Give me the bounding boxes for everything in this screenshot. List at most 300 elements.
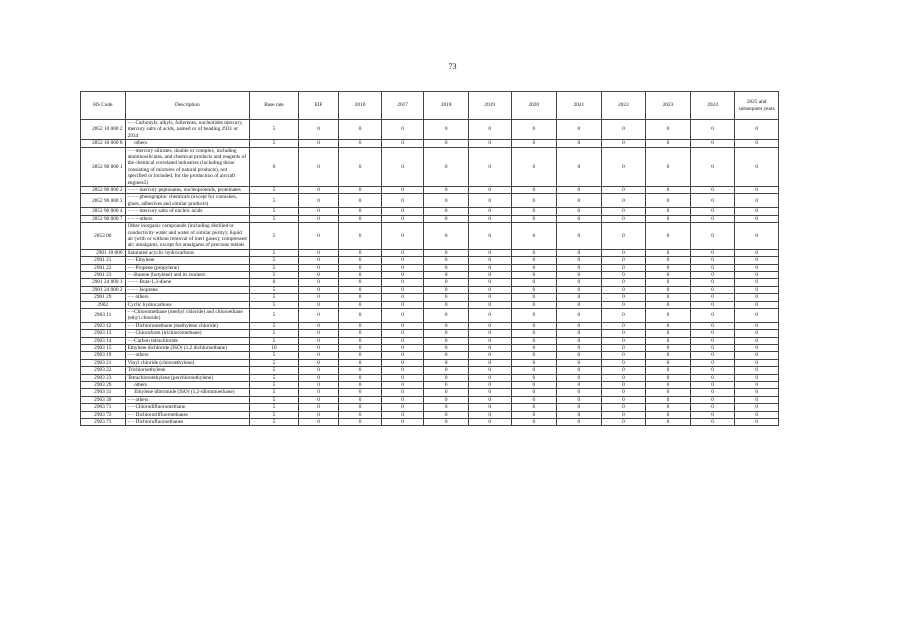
rate-cell: 0: [601, 249, 646, 256]
table-row: [81, 120, 779, 140]
rate-cell: 0: [646, 396, 691, 403]
rate-cell: 0: [690, 208, 735, 215]
table-row: [81, 389, 779, 396]
rate-cell: 0: [298, 279, 339, 286]
rate-cell: 0: [601, 271, 646, 278]
description-cell: – –Butene (butylene) and its isomers: [125, 271, 250, 278]
rate-cell: 0: [381, 367, 424, 374]
rate-cell: 0: [381, 411, 424, 418]
base-rate-cell: 5: [250, 337, 299, 344]
rate-cell: 0: [298, 147, 339, 186]
rate-cell: 0: [468, 187, 511, 194]
table-row: [81, 140, 779, 147]
rate-cell: 0: [735, 147, 779, 186]
rate-cell: 0: [646, 404, 691, 411]
rate-cell: 0: [298, 389, 339, 396]
rate-cell: 0: [690, 411, 735, 418]
rate-cell: 0: [601, 419, 646, 426]
rate-cell: 0: [381, 294, 424, 301]
rate-cell: 0: [424, 345, 469, 352]
rate-cell: 0: [339, 389, 382, 396]
rate-cell: 0: [424, 264, 469, 271]
rate-cell: 0: [646, 279, 691, 286]
rate-cell: 0: [690, 187, 735, 194]
rate-cell: 0: [735, 308, 779, 322]
rate-cell: 0: [468, 208, 511, 215]
rate-cell: 0: [424, 187, 469, 194]
rate-cell: 0: [511, 374, 557, 381]
rate-cell: 0: [735, 223, 779, 250]
rate-cell: 0: [424, 279, 469, 286]
rate-cell: 0: [511, 215, 557, 222]
rate-cell: 0: [339, 382, 382, 389]
table-row: [81, 322, 779, 329]
rate-cell: 0: [690, 419, 735, 426]
rate-cell: 0: [601, 345, 646, 352]
rate-cell: 0: [557, 396, 602, 403]
rate-cell: 0: [339, 352, 382, 359]
rate-cell: 0: [735, 215, 779, 222]
table-row: [81, 279, 779, 286]
rate-cell: 0: [298, 359, 339, 366]
table-row: [81, 359, 779, 366]
rate-cell: 0: [690, 337, 735, 344]
rate-cell: 0: [601, 194, 646, 208]
hs-code-cell: 2903 22: [81, 367, 126, 374]
hs-code-cell: 2903 72: [81, 411, 126, 418]
column-header: 2024: [690, 92, 735, 120]
rate-cell: 0: [424, 330, 469, 337]
description-cell: – – – mercury peptonates, nucleoproteids, proteinates: [125, 187, 250, 194]
rate-cell: 0: [424, 396, 469, 403]
rate-cell: 0: [690, 294, 735, 301]
rate-cell: 0: [735, 271, 779, 278]
rate-cell: 0: [339, 279, 382, 286]
rate-cell: 0: [339, 249, 382, 256]
description-cell: Saturated acyclic hydrocarbons: [125, 249, 250, 256]
rate-cell: 0: [468, 140, 511, 147]
rate-cell: 0: [468, 359, 511, 366]
rate-cell: 0: [511, 140, 557, 147]
rate-cell: 0: [381, 419, 424, 426]
rate-cell: 0: [468, 215, 511, 222]
rate-cell: 0: [646, 286, 691, 293]
rate-cell: 0: [646, 249, 691, 256]
rate-cell: 0: [557, 140, 602, 147]
hs-code-cell: 2903 29: [81, 382, 126, 389]
rate-cell: 0: [735, 419, 779, 426]
rate-cell: 0: [381, 208, 424, 215]
rate-cell: 0: [511, 120, 557, 140]
rate-cell: 0: [339, 419, 382, 426]
rate-cell: 0: [381, 337, 424, 344]
description-cell: – – Carbonyls, alkyls, fullerenes, nucleotides mercury, mercury salts of acids, named or of heading 2931 or 2934: [125, 120, 250, 140]
rate-cell: 0: [735, 404, 779, 411]
base-rate-cell: 5: [250, 374, 299, 381]
base-rate-cell: 5: [250, 352, 299, 359]
rate-cell: 0: [601, 389, 646, 396]
rate-cell: 0: [381, 359, 424, 366]
rate-cell: 0: [339, 215, 382, 222]
rate-cell: 0: [339, 294, 382, 301]
base-rate-cell: 5: [250, 382, 299, 389]
rate-cell: 0: [690, 140, 735, 147]
rate-cell: 0: [339, 359, 382, 366]
rate-cell: 0: [646, 271, 691, 278]
hs-code-cell: 2903 19: [81, 352, 126, 359]
rate-cell: 0: [646, 374, 691, 381]
rate-cell: 0: [298, 352, 339, 359]
rate-cell: 0: [690, 396, 735, 403]
rate-cell: 0: [339, 271, 382, 278]
rate-cell: 0: [601, 223, 646, 250]
rate-cell: 0: [511, 382, 557, 389]
description-cell: – – Dichloromethane (methylene chloride): [125, 322, 250, 329]
table-row: [81, 352, 779, 359]
rate-cell: 0: [601, 374, 646, 381]
rate-cell: 0: [601, 411, 646, 418]
rate-cell: 0: [601, 187, 646, 194]
rate-cell: 0: [468, 404, 511, 411]
rate-cell: 0: [381, 396, 424, 403]
description-cell: – – others: [125, 396, 250, 403]
rate-cell: 0: [646, 322, 691, 329]
hs-code-cell: 2901 23: [81, 271, 126, 278]
rate-cell: 0: [557, 352, 602, 359]
column-header: 2022: [601, 92, 646, 120]
rate-cell: 0: [298, 294, 339, 301]
rate-cell: 0: [298, 215, 339, 222]
rate-cell: 0: [468, 271, 511, 278]
rate-cell: 0: [690, 374, 735, 381]
rate-cell: 0: [557, 257, 602, 264]
column-header: 2023: [646, 92, 691, 120]
description-cell: Cyclic hydrocarbons: [125, 301, 250, 308]
column-header: 2017: [381, 92, 424, 120]
rate-cell: 0: [339, 337, 382, 344]
base-rate-cell: 5: [250, 194, 299, 208]
rate-cell: 0: [468, 286, 511, 293]
rate-cell: 0: [646, 330, 691, 337]
rate-cell: 0: [735, 359, 779, 366]
description-cell: Ethylene dibromide (ISO) (1,2-dibromoethane): [125, 389, 250, 396]
page-number: 73: [448, 62, 457, 71]
rate-cell: 0: [646, 187, 691, 194]
table-row: [81, 337, 779, 344]
description-cell: Trichloroethylene: [125, 367, 250, 374]
rate-cell: 0: [339, 345, 382, 352]
rate-cell: 0: [511, 337, 557, 344]
rate-cell: 0: [557, 208, 602, 215]
base-rate-cell: 5: [250, 411, 299, 418]
column-header: 2016: [339, 92, 382, 120]
table-row: [81, 396, 779, 403]
rate-cell: 0: [511, 411, 557, 418]
rate-cell: 0: [601, 140, 646, 147]
rate-cell: 0: [339, 223, 382, 250]
description-cell: – – mercury silicates, double or complex, including aluminosilicates, and chemical products and reagents of the chemical correlated industries (including those consisting of mixtures of natural products), not specified or included, for the production of aircraft engines5): [125, 147, 250, 186]
description-cell: – – Dichlorofluoroethanes: [125, 419, 250, 426]
rate-cell: 0: [424, 294, 469, 301]
rate-cell: 0: [646, 257, 691, 264]
base-rate-cell: 5: [250, 249, 299, 256]
rate-cell: 0: [690, 257, 735, 264]
rate-cell: 0: [601, 330, 646, 337]
rate-cell: 0: [735, 337, 779, 344]
rate-cell: 0: [468, 279, 511, 286]
rate-cell: 0: [424, 194, 469, 208]
description-cell: Vinyl chloride (chloroethylene): [125, 359, 250, 366]
rate-cell: 0: [557, 404, 602, 411]
rate-cell: 0: [690, 286, 735, 293]
rate-cell: 0: [298, 223, 339, 250]
rate-cell: 0: [557, 322, 602, 329]
table-row: [81, 215, 779, 222]
rate-cell: 0: [339, 301, 382, 308]
base-rate-cell: 5: [250, 308, 299, 322]
rate-cell: 0: [735, 294, 779, 301]
description-cell: – –Carbon tetrachloride: [125, 337, 250, 344]
rate-cell: 0: [339, 330, 382, 337]
description-cell: others: [125, 140, 250, 147]
column-header: 2021: [557, 92, 602, 120]
rate-cell: 0: [339, 404, 382, 411]
base-rate-cell: 5: [250, 140, 299, 147]
rate-cell: 0: [468, 264, 511, 271]
rate-cell: 0: [690, 389, 735, 396]
rate-cell: 0: [424, 337, 469, 344]
rate-cell: 0: [339, 140, 382, 147]
rate-cell: 0: [557, 120, 602, 140]
rate-cell: 0: [557, 215, 602, 222]
rate-cell: 0: [646, 345, 691, 352]
rate-cell: 0: [339, 322, 382, 329]
table-row: [81, 187, 779, 194]
column-header: EIF: [298, 92, 339, 120]
rate-cell: 0: [468, 294, 511, 301]
rate-cell: 0: [468, 301, 511, 308]
rate-cell: 0: [690, 345, 735, 352]
rate-cell: 0: [424, 286, 469, 293]
hs-code-cell: 2903 12: [81, 322, 126, 329]
rate-cell: 0: [646, 359, 691, 366]
rate-cell: 0: [424, 147, 469, 186]
table-row: [81, 257, 779, 264]
description-cell: – – – mercury salts of nucleic acids: [125, 208, 250, 215]
hs-code-cell: 2901 24 000 2: [81, 286, 126, 293]
hs-code-cell: 2901 29: [81, 294, 126, 301]
base-rate-cell: 5: [250, 286, 299, 293]
rate-cell: 0: [511, 271, 557, 278]
rate-cell: 0: [690, 147, 735, 186]
rate-cell: 0: [557, 187, 602, 194]
base-rate-cell: 5: [250, 322, 299, 329]
rate-cell: 0: [511, 389, 557, 396]
rate-cell: 0: [468, 120, 511, 140]
rate-cell: 0: [735, 120, 779, 140]
rate-cell: 0: [557, 223, 602, 250]
rate-cell: 0: [424, 382, 469, 389]
rate-cell: 0: [557, 286, 602, 293]
rate-cell: 0: [735, 367, 779, 374]
rate-cell: 0: [601, 215, 646, 222]
rate-cell: 0: [690, 308, 735, 322]
table-row: [81, 374, 779, 381]
rate-cell: 0: [511, 249, 557, 256]
rate-cell: 0: [601, 264, 646, 271]
rate-cell: 0: [468, 419, 511, 426]
rate-cell: 0: [381, 389, 424, 396]
rate-cell: 0: [424, 419, 469, 426]
rate-cell: 0: [298, 345, 339, 352]
rate-cell: 0: [601, 147, 646, 186]
rate-cell: 0: [690, 367, 735, 374]
rate-cell: 0: [468, 396, 511, 403]
rate-cell: 0: [601, 396, 646, 403]
rate-cell: 0: [298, 208, 339, 215]
description-cell: others: [125, 382, 250, 389]
base-rate-cell: 0: [250, 147, 299, 186]
rate-cell: 0: [381, 279, 424, 286]
rate-cell: 0: [735, 140, 779, 147]
rate-cell: 0: [735, 330, 779, 337]
rate-cell: 0: [690, 322, 735, 329]
description-cell: – – – others: [125, 215, 250, 222]
rate-cell: 0: [424, 389, 469, 396]
rate-cell: 0: [601, 367, 646, 374]
description-cell: – – others: [125, 352, 250, 359]
rate-cell: 0: [601, 322, 646, 329]
hs-code-cell: 2903 39: [81, 396, 126, 403]
rate-cell: 0: [424, 322, 469, 329]
table-row: [81, 367, 779, 374]
rate-cell: 0: [381, 271, 424, 278]
rate-cell: 0: [339, 187, 382, 194]
rate-cell: 0: [557, 279, 602, 286]
table-row: [81, 419, 779, 426]
description-cell: – – – photographic chemicals (except for varnishes, glues, adhesives and similar products): [125, 194, 250, 208]
hs-code-cell: 2903 31: [81, 389, 126, 396]
rate-cell: 0: [690, 223, 735, 250]
description-cell: – – Chlorodifluoromethane: [125, 404, 250, 411]
rate-cell: 0: [511, 194, 557, 208]
rate-cell: 0: [646, 352, 691, 359]
rate-cell: 0: [690, 215, 735, 222]
hs-code-cell: 2852 90 000 4: [81, 208, 126, 215]
hs-code-cell: 2903 13: [81, 330, 126, 337]
rate-cell: 0: [601, 279, 646, 286]
hs-code-cell: 2852 90 000 3: [81, 194, 126, 208]
hs-code-cell: 2901 22: [81, 264, 126, 271]
table-row: [81, 264, 779, 271]
rate-cell: 0: [557, 294, 602, 301]
rate-cell: 0: [557, 337, 602, 344]
column-header: HS Code: [81, 92, 126, 120]
rate-cell: 0: [646, 223, 691, 250]
rate-cell: 0: [557, 249, 602, 256]
table-row: [81, 382, 779, 389]
table-row: [81, 301, 779, 308]
table-row: [81, 308, 779, 322]
rate-cell: 0: [601, 352, 646, 359]
rate-cell: 0: [339, 194, 382, 208]
rate-cell: 0: [735, 396, 779, 403]
rate-cell: 0: [557, 194, 602, 208]
rate-cell: 0: [381, 120, 424, 140]
rate-cell: 0: [381, 215, 424, 222]
rate-cell: 0: [511, 223, 557, 250]
rate-cell: 0: [557, 419, 602, 426]
rate-cell: 0: [298, 322, 339, 329]
rate-cell: 0: [646, 337, 691, 344]
rate-cell: 0: [735, 249, 779, 256]
rate-cell: 0: [511, 396, 557, 403]
rate-cell: 0: [381, 194, 424, 208]
rate-cell: 0: [601, 382, 646, 389]
rate-cell: 0: [511, 359, 557, 366]
rate-cell: 0: [557, 301, 602, 308]
rate-cell: 0: [381, 286, 424, 293]
base-rate-cell: 10: [250, 345, 299, 352]
rate-cell: 0: [511, 301, 557, 308]
description-cell: – – – Isoprene: [125, 286, 250, 293]
rate-cell: 0: [424, 352, 469, 359]
hs-code-cell: 2903 21: [81, 359, 126, 366]
rate-cell: 0: [424, 208, 469, 215]
rate-cell: 0: [511, 286, 557, 293]
rate-cell: 0: [468, 345, 511, 352]
rate-cell: 0: [557, 271, 602, 278]
rate-cell: 0: [735, 374, 779, 381]
rate-cell: 0: [339, 411, 382, 418]
rate-cell: 0: [601, 208, 646, 215]
rate-cell: 0: [339, 147, 382, 186]
rate-cell: 0: [690, 382, 735, 389]
rate-cell: 0: [511, 308, 557, 322]
rate-cell: 0: [735, 382, 779, 389]
column-header: 2020: [511, 92, 557, 120]
table-row: [81, 286, 779, 293]
base-rate-cell: 5: [250, 264, 299, 271]
table-row: [81, 411, 779, 418]
description-cell: – – Propene (propylene): [125, 264, 250, 271]
rate-cell: 0: [298, 337, 339, 344]
rate-cell: 0: [339, 308, 382, 322]
rate-cell: 0: [646, 120, 691, 140]
rate-cell: 0: [381, 257, 424, 264]
rate-cell: 0: [646, 147, 691, 186]
rate-cell: 0: [735, 208, 779, 215]
rate-cell: 0: [735, 257, 779, 264]
rate-cell: 0: [381, 374, 424, 381]
rate-cell: 0: [735, 264, 779, 271]
rate-cell: 0: [557, 264, 602, 271]
rate-cell: 0: [601, 337, 646, 344]
hs-code-cell: 2903 14: [81, 337, 126, 344]
rate-cell: 0: [298, 330, 339, 337]
rate-cell: 0: [468, 374, 511, 381]
hs-code-cell: 2901 21: [81, 257, 126, 264]
hs-code-cell: 2852 10 000 2: [81, 120, 126, 140]
rate-cell: 0: [646, 389, 691, 396]
rate-cell: 0: [339, 286, 382, 293]
rate-cell: 0: [381, 352, 424, 359]
rate-cell: 0: [735, 187, 779, 194]
hs-code-cell: 2852 10 000 8: [81, 140, 126, 147]
rate-cell: 0: [557, 308, 602, 322]
base-rate-cell: 5: [250, 223, 299, 250]
rate-cell: 0: [468, 411, 511, 418]
